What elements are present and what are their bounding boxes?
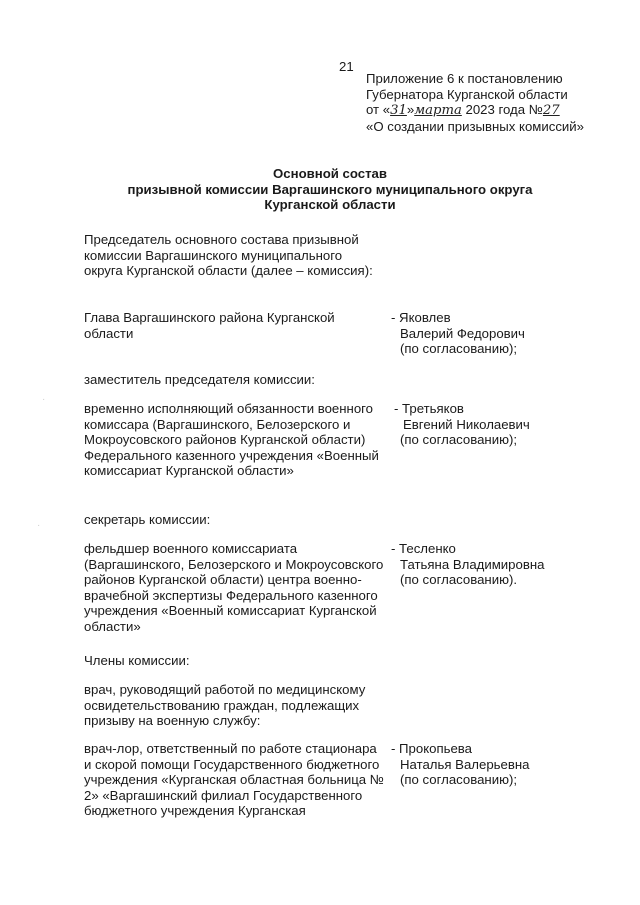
appendix-line-1: Приложение 6 к постановлению <box>366 71 563 86</box>
chair-surname: - Яковлев <box>391 310 451 325</box>
members-heading: Члены комиссии: <box>84 653 190 668</box>
scan-speck: · <box>42 394 46 405</box>
doctor-heading-row <box>84 682 604 729</box>
deputy-note: (по согласованию); <box>400 432 518 448</box>
appendix-line-2: Губернатора Курганской области <box>366 86 568 102</box>
chair-name: Валерий Федорович <box>400 325 525 341</box>
ent-person <box>391 741 601 788</box>
chair-note: (по согласованию); <box>400 341 518 357</box>
appendix-date-mid: » <box>406 102 415 118</box>
secretary-note: (по согласованию). <box>400 572 518 588</box>
ent-row <box>84 741 604 819</box>
ent-note: (по согласованию); <box>400 772 518 788</box>
chair-heading: Председатель основного состава призывной комиссии Варгашинского муниципального округа Курганской области (далее – комиссия): <box>84 232 373 279</box>
appendix-year: 2023 года № <box>461 102 543 118</box>
page-number: 21 <box>339 59 354 74</box>
appendix-header <box>366 71 626 134</box>
chair-position: Глава Варгашинского района Курганской области <box>84 310 335 341</box>
doctor-heading: врач, руководящий работой по медицинскому освидетельствованию граждан, подлежащих призыву на военную службу: <box>84 682 366 729</box>
secretary-person <box>391 541 601 588</box>
deputy-position: временно исполняющий обязанности военного комиссара (Варгашинского, Белозерского и Мокроусовского районов Курганской области) Федерального казенного учреждения «Военный комиссариат Курганской области» <box>84 401 379 479</box>
handwritten-number: 27 <box>542 103 560 119</box>
secretary-name: Татьяна Владимировна <box>400 556 545 572</box>
handwritten-month: марта <box>414 103 462 119</box>
secretary-row <box>84 541 604 635</box>
ent-position: врач-лор, ответственный по работе стационара и скорой помощи Государственного бюджетного учреждения «Курганская областная больница № 2» «Варгашинский филиал Государственного бюджетного учреждения Курганская <box>84 741 384 819</box>
members-heading-row <box>84 653 604 669</box>
handwritten-day: 31 <box>390 103 407 119</box>
title-line-1: Основной состав <box>273 166 387 181</box>
secretary-heading-row <box>84 512 604 528</box>
chair-heading-row <box>84 232 604 279</box>
deputy-heading-row <box>84 372 604 388</box>
deputy-name: Евгений Николаевич <box>403 416 530 432</box>
deputy-surname: - Третьяков <box>394 401 464 416</box>
chair-row <box>84 310 604 357</box>
deputy-person <box>394 401 604 448</box>
title-line-2: призывной комиссии Варгашинского муниципального округа <box>127 181 533 197</box>
deputy-row <box>84 401 604 479</box>
scan-speck: · <box>37 520 41 531</box>
chair-person <box>391 310 601 357</box>
secretary-surname: - Тесленко <box>391 541 456 556</box>
ent-surname: - Прокопьева <box>391 741 472 756</box>
secretary-heading: секретарь комиссии: <box>84 512 211 527</box>
document-title <box>120 166 540 213</box>
deputy-heading: заместитель председателя комиссии: <box>84 372 315 387</box>
appendix-line-3 <box>366 102 626 119</box>
appendix-date-prefix: от « <box>366 102 391 118</box>
ent-name: Наталья Валерьевна <box>400 756 530 772</box>
appendix-line-4: «О создании призывных комиссий» <box>366 118 584 134</box>
secretary-position: фельдшер военного комиссариата (Варгашинского, Белозерского и Мокроусовского районов Курганской области) центра военно-врачебной экспертизы Федерального казенного учреждения «Военный комиссариат Курганской области» <box>84 541 384 634</box>
title-line-3: Курганской области <box>264 197 396 213</box>
